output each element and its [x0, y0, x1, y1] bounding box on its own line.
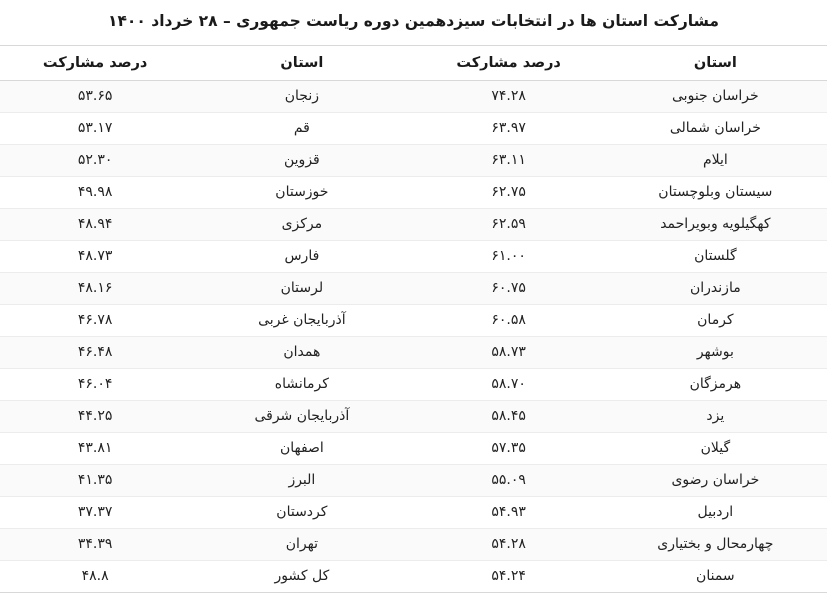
cell-percent-right: ۵۸.۷۰	[414, 368, 604, 400]
cell-percent-right: ۶۲.۷۵	[414, 176, 604, 208]
cell-percent-left: ۴۸.۷۳	[0, 240, 190, 272]
table-row	[0, 240, 827, 272]
cell-percent-left: ۴۶.۰۴	[0, 368, 190, 400]
header-row	[0, 45, 827, 80]
cell-province-right: گیلان	[604, 432, 827, 464]
table-body	[0, 80, 827, 592]
table-row	[0, 112, 827, 144]
cell-percent-right: ۶۰.۵۸	[414, 304, 604, 336]
cell-percent-left: ۳۴.۳۹	[0, 528, 190, 560]
header-province-right: استان	[604, 45, 827, 80]
cell-percent-left: ۴۶.۴۸	[0, 336, 190, 368]
cell-province-right: کهگیلویه وبویراحمد	[604, 208, 827, 240]
table-row	[0, 368, 827, 400]
cell-province-right: سمنان	[604, 560, 827, 592]
cell-province-right: بوشهر	[604, 336, 827, 368]
table-row	[0, 464, 827, 496]
header-percent-left: درصد مشارکت	[0, 45, 190, 80]
table-row	[0, 272, 827, 304]
header-percent-right: درصد مشارکت	[414, 45, 604, 80]
cell-province-left: آذربایجان غربی	[190, 304, 413, 336]
cell-province-left: مرکزی	[190, 208, 413, 240]
cell-province-right: چهارمحال و بختیاری	[604, 528, 827, 560]
cell-percent-left: ۵۲.۳۰	[0, 144, 190, 176]
cell-province-left: تهران	[190, 528, 413, 560]
table-row	[0, 560, 827, 592]
cell-percent-left: ۴۳.۸۱	[0, 432, 190, 464]
table-row	[0, 176, 827, 208]
cell-percent-right: ۵۵.۰۹	[414, 464, 604, 496]
cell-province-left: آذربایجان شرقی	[190, 400, 413, 432]
cell-percent-right: ۵۷.۳۵	[414, 432, 604, 464]
cell-province-right: خراسان شمالی	[604, 112, 827, 144]
cell-province-left: کرمانشاه	[190, 368, 413, 400]
table-header	[0, 45, 827, 80]
cell-percent-right: ۵۸.۴۵	[414, 400, 604, 432]
cell-province-left: فارس	[190, 240, 413, 272]
cell-percent-right: ۶۲.۵۹	[414, 208, 604, 240]
cell-province-left: همدان	[190, 336, 413, 368]
table-row	[0, 304, 827, 336]
cell-percent-right: ۶۱.۰۰	[414, 240, 604, 272]
table-row	[0, 400, 827, 432]
table-row	[0, 432, 827, 464]
cell-province-right: خراسان رضوی	[604, 464, 827, 496]
cell-percent-right: ۶۰.۷۵	[414, 272, 604, 304]
cell-province-right: اردبیل	[604, 496, 827, 528]
cell-percent-left: ۴۸.۸	[0, 560, 190, 592]
table-row	[0, 80, 827, 112]
cell-province-left: اصفهان	[190, 432, 413, 464]
cell-province-right: یزد	[604, 400, 827, 432]
table-row	[0, 496, 827, 528]
cell-province-left: قزوین	[190, 144, 413, 176]
cell-province-right: کرمان	[604, 304, 827, 336]
cell-percent-right: ۶۳.۱۱	[414, 144, 604, 176]
cell-province-right: مازندران	[604, 272, 827, 304]
table-row	[0, 144, 827, 176]
cell-province-left: قم	[190, 112, 413, 144]
cell-province-left: خوزستان	[190, 176, 413, 208]
cell-percent-right: ۵۸.۷۳	[414, 336, 604, 368]
cell-province-right: ایلام	[604, 144, 827, 176]
cell-province-right: سیستان وبلوچستان	[604, 176, 827, 208]
cell-percent-left: ۳۷.۳۷	[0, 496, 190, 528]
cell-percent-right: ۵۴.۲۴	[414, 560, 604, 592]
cell-percent-left: ۴۸.۱۶	[0, 272, 190, 304]
table-row	[0, 336, 827, 368]
cell-province-right: گلستان	[604, 240, 827, 272]
cell-province-right: خراسان جنوبی	[604, 80, 827, 112]
cell-percent-right: ۷۴.۲۸	[414, 80, 604, 112]
cell-percent-left: ۴۴.۲۵	[0, 400, 190, 432]
table-row	[0, 208, 827, 240]
cell-province-left: زنجان	[190, 80, 413, 112]
header-province-left: استان	[190, 45, 413, 80]
cell-province-left: کل کشور	[190, 560, 413, 592]
cell-province-right: هرمزگان	[604, 368, 827, 400]
cell-percent-left: ۴۱.۳۵	[0, 464, 190, 496]
cell-province-left: البرز	[190, 464, 413, 496]
table-title: مشارکت استان ها در انتخابات سیزدهمین دوره ریاست جمهوری – ۲۸ خرداد ۱۴۰۰	[0, 0, 827, 45]
cell-percent-left: ۴۶.۷۸	[0, 304, 190, 336]
table-row	[0, 528, 827, 560]
cell-percent-left: ۵۳.۶۵	[0, 80, 190, 112]
cell-percent-right: ۵۴.۹۳	[414, 496, 604, 528]
cell-percent-right: ۵۴.۲۸	[414, 528, 604, 560]
cell-province-left: کردستان	[190, 496, 413, 528]
cell-percent-left: ۴۸.۹۴	[0, 208, 190, 240]
cell-percent-right: ۶۳.۹۷	[414, 112, 604, 144]
cell-percent-left: ۴۹.۹۸	[0, 176, 190, 208]
cell-province-left: لرستان	[190, 272, 413, 304]
cell-percent-left: ۵۳.۱۷	[0, 112, 190, 144]
